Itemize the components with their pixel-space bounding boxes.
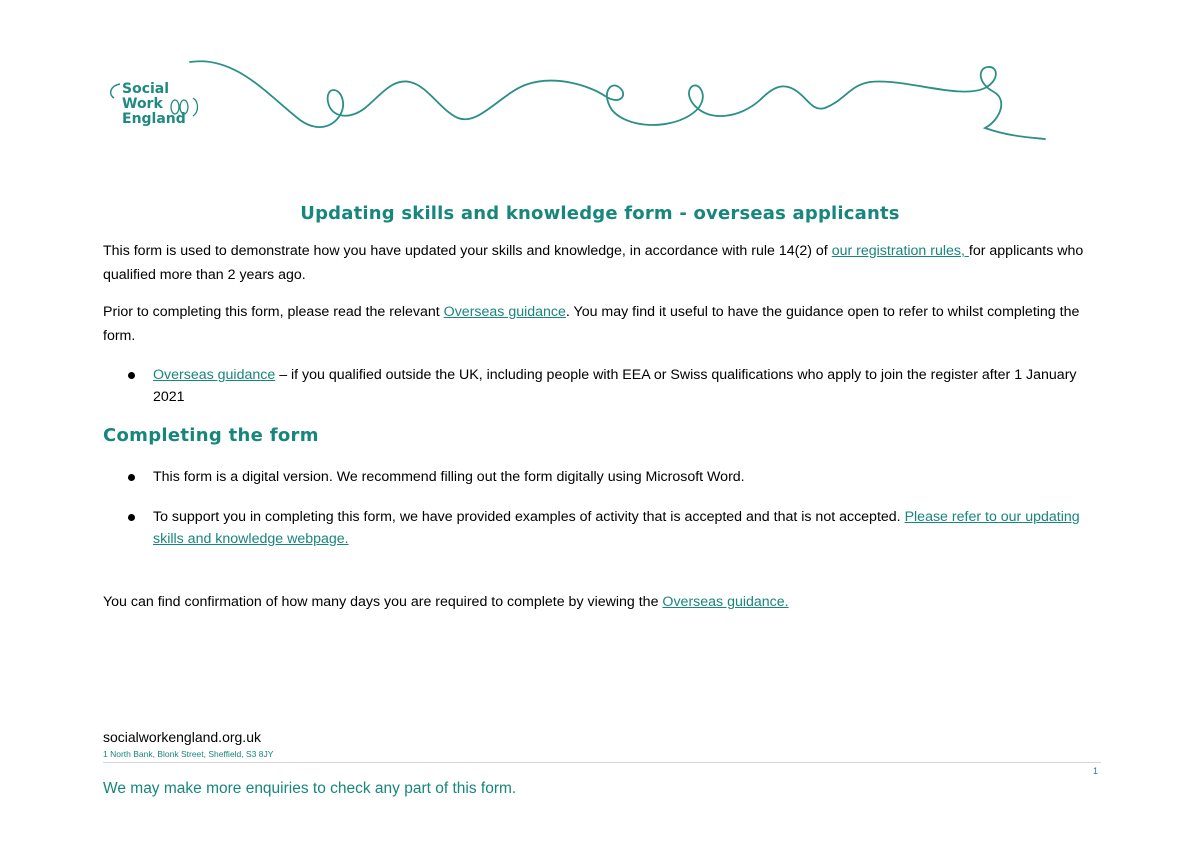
completing-heading: Completing the form: [103, 425, 319, 446]
footer-website: socialworkengland.org.uk: [103, 729, 261, 745]
overseas-guidance-bullet-link[interactable]: Overseas guidance: [153, 367, 276, 383]
footer-address: 1 North Bank, Blonk Street, Sheffield, S3 8JY: [103, 749, 274, 759]
prior-text-before: Prior to completing this form, please read the relevant: [103, 304, 444, 320]
bullet-icon: [128, 372, 135, 379]
overseas-guidance-confirmation-link[interactable]: Overseas guidance.: [662, 594, 789, 610]
prior-text-after: . You may find it useful to have the guidance open to refer to whilst completing the form.: [103, 304, 1080, 344]
guidance-bullet: [153, 364, 1103, 408]
footer-divider: [103, 762, 1101, 763]
webpage-link[interactable]: Please refer to our updating skills and knowledge webpage.: [153, 509, 1080, 547]
support-bullet: [153, 506, 1103, 550]
bullet-icon: [128, 474, 135, 481]
page-number: 1: [1093, 766, 1099, 776]
page-title: Updating skills and knowledge form - overseas applicants: [300, 203, 900, 224]
intro-text-before: This form is used to demonstrate how you have updated your skills and knowledge, in accordance with rule 14(2) of: [103, 243, 832, 259]
decorative-swirl-line: [0, 0, 1200, 160]
prior-paragraph: [103, 300, 1103, 348]
registration-rules-link[interactable]: our registration rules,: [831, 243, 969, 259]
bullet-icon: [128, 514, 135, 521]
footer-note: We may make more enquiries to check any part of this form.: [103, 780, 517, 797]
logo-line-social: Social: [122, 81, 170, 97]
support-bullet-text: To support you in completing this form, we have provided examples of activity that is accepted and that is not accepted.: [153, 509, 905, 525]
guidance-bullet-text: – if you qualified outside the UK, including people with EEA or Swiss qualifications who apply to join the register after 1 January 2021: [153, 367, 1077, 405]
logo-line-england: England: [122, 111, 186, 127]
overseas-guidance-link[interactable]: Overseas guidance: [443, 304, 566, 320]
confirmation-text: You can find confirmation of how many days you are required to complete by viewing the: [103, 594, 663, 610]
digital-version-bullet: This form is a digital version. We recommend filling out the form digitally using Microsoft Word.: [153, 469, 745, 485]
intro-paragraph: [103, 239, 1103, 287]
intro-text-after: for applicants who qualified more than 2 years ago.: [103, 243, 1084, 283]
confirmation-paragraph: [103, 590, 1103, 614]
logo-line-work: Work: [122, 96, 163, 112]
